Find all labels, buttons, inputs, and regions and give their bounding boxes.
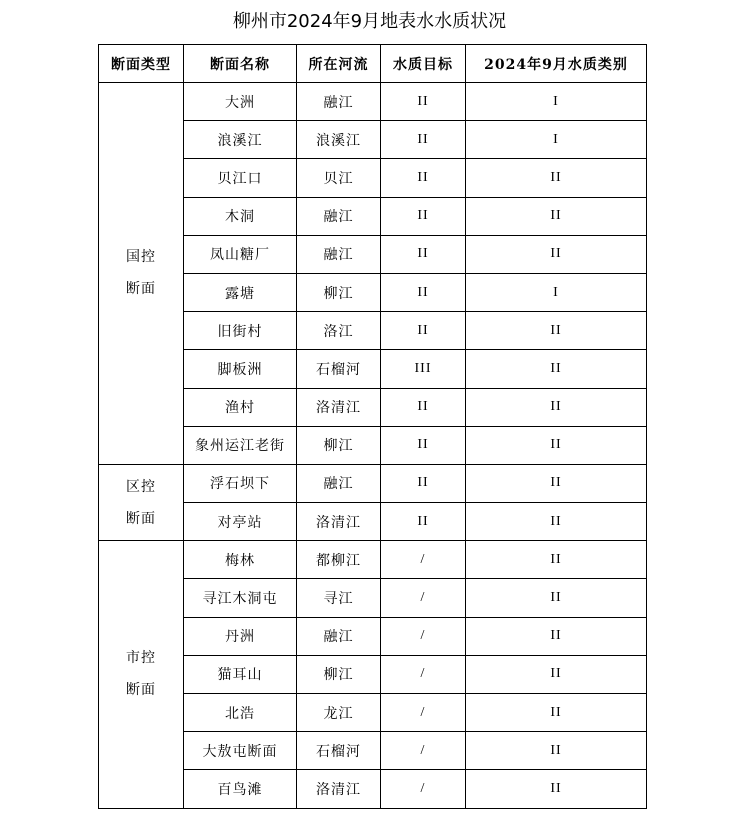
water-quality-table (98, 44, 647, 809)
quality-target-cell: II (381, 235, 466, 273)
quality-target-cell: II (381, 312, 466, 350)
section-type-cell (99, 541, 184, 808)
section-type-line1: 国控 (126, 249, 156, 266)
quality-category-cell: II (466, 312, 647, 350)
section-name-cell: 猫耳山 (184, 655, 297, 693)
river-cell: 融江 (297, 197, 381, 235)
quality-category-cell: II (466, 617, 647, 655)
table-header (99, 45, 647, 83)
section-name-cell: 渔村 (184, 388, 297, 426)
quality-category-cell: II (466, 655, 647, 693)
section-type-cell (99, 464, 184, 540)
table-body (99, 83, 647, 809)
river-cell: 龙江 (297, 694, 381, 732)
quality-target-cell: II (381, 503, 466, 541)
quality-category-cell: II (466, 388, 647, 426)
section-name-cell: 大洲 (184, 83, 297, 121)
section-type-line1: 市控 (126, 650, 156, 667)
quality-target-cell: II (381, 159, 466, 197)
quality-target-cell: / (381, 655, 466, 693)
header-row (99, 45, 647, 83)
section-name-cell: 大敖屯断面 (184, 732, 297, 770)
quality-category-cell: II (466, 503, 647, 541)
river-cell: 融江 (297, 617, 381, 655)
section-type-line2: 断面 (126, 281, 156, 298)
quality-target-cell: / (381, 732, 466, 770)
quality-target-cell: / (381, 541, 466, 579)
river-cell: 寻江 (297, 579, 381, 617)
header-section-name: 断面名称 (184, 45, 297, 83)
quality-category-cell: II (466, 732, 647, 770)
river-cell: 石榴河 (297, 732, 381, 770)
quality-category-cell: II (466, 694, 647, 732)
quality-target-cell: II (381, 273, 466, 311)
header-quality-target: 水质目标 (381, 45, 466, 83)
quality-target-cell: II (381, 121, 466, 159)
river-cell: 融江 (297, 83, 381, 121)
quality-target-cell: II (381, 464, 466, 502)
quality-category-cell: II (466, 541, 647, 579)
document-title: 柳州市2024年9月地表水水质状况 (232, 11, 507, 32)
river-cell: 贝江 (297, 159, 381, 197)
section-name-cell: 凤山糖厂 (184, 235, 297, 273)
quality-category-cell: II (466, 350, 647, 388)
quality-category-cell: II (466, 159, 647, 197)
header-river: 所在河流 (297, 45, 381, 83)
section-name-cell: 浪溪江 (184, 121, 297, 159)
section-name-cell: 丹洲 (184, 617, 297, 655)
table-row (99, 464, 647, 502)
quality-category-cell: I (466, 83, 647, 121)
river-cell: 柳江 (297, 426, 381, 464)
river-cell: 洛清江 (297, 503, 381, 541)
quality-category-cell: I (466, 273, 647, 311)
quality-category-cell: II (466, 426, 647, 464)
quality-category-cell: II (466, 235, 647, 273)
river-cell: 洛清江 (297, 770, 381, 808)
section-type-cell (99, 83, 184, 465)
quality-target-cell: / (381, 579, 466, 617)
river-cell: 浪溪江 (297, 121, 381, 159)
section-name-cell: 脚板洲 (184, 350, 297, 388)
quality-target-cell: / (381, 694, 466, 732)
quality-target-cell: II (381, 83, 466, 121)
header-section-type: 断面类型 (99, 45, 184, 83)
section-name-cell: 梅林 (184, 541, 297, 579)
section-type-line2: 断面 (126, 510, 156, 527)
header-quality-category: 2024年9月水质类别 (466, 45, 647, 83)
section-name-cell: 百鸟滩 (184, 770, 297, 808)
river-cell: 柳江 (297, 273, 381, 311)
quality-category-cell: II (466, 464, 647, 502)
quality-target-cell: II (381, 197, 466, 235)
river-cell: 石榴河 (297, 350, 381, 388)
river-cell: 洛江 (297, 312, 381, 350)
section-type-line2: 断面 (126, 682, 156, 699)
section-name-cell: 木洞 (184, 197, 297, 235)
river-cell: 洛清江 (297, 388, 381, 426)
table-row (99, 541, 647, 579)
section-name-cell: 象州运江老街 (184, 426, 297, 464)
quality-target-cell: / (381, 770, 466, 808)
quality-category-cell: I (466, 121, 647, 159)
quality-target-cell: / (381, 617, 466, 655)
quality-target-cell: III (381, 350, 466, 388)
section-name-cell: 浮石坝下 (184, 464, 297, 502)
section-name-cell: 对亭站 (184, 503, 297, 541)
section-name-cell: 旧街村 (184, 312, 297, 350)
section-name-cell: 露塘 (184, 273, 297, 311)
river-cell: 柳江 (297, 655, 381, 693)
river-cell: 融江 (297, 464, 381, 502)
section-type-line1: 区控 (126, 478, 156, 495)
river-cell: 都柳江 (297, 541, 381, 579)
river-cell: 融江 (297, 235, 381, 273)
table-row (99, 83, 647, 121)
section-name-cell: 寻江木洞屯 (184, 579, 297, 617)
section-name-cell: 北浩 (184, 694, 297, 732)
section-name-cell: 贝江口 (184, 159, 297, 197)
quality-target-cell: II (381, 388, 466, 426)
quality-category-cell: II (466, 197, 647, 235)
quality-category-cell: II (466, 770, 647, 808)
quality-target-cell: II (381, 426, 466, 464)
quality-category-cell: II (466, 579, 647, 617)
